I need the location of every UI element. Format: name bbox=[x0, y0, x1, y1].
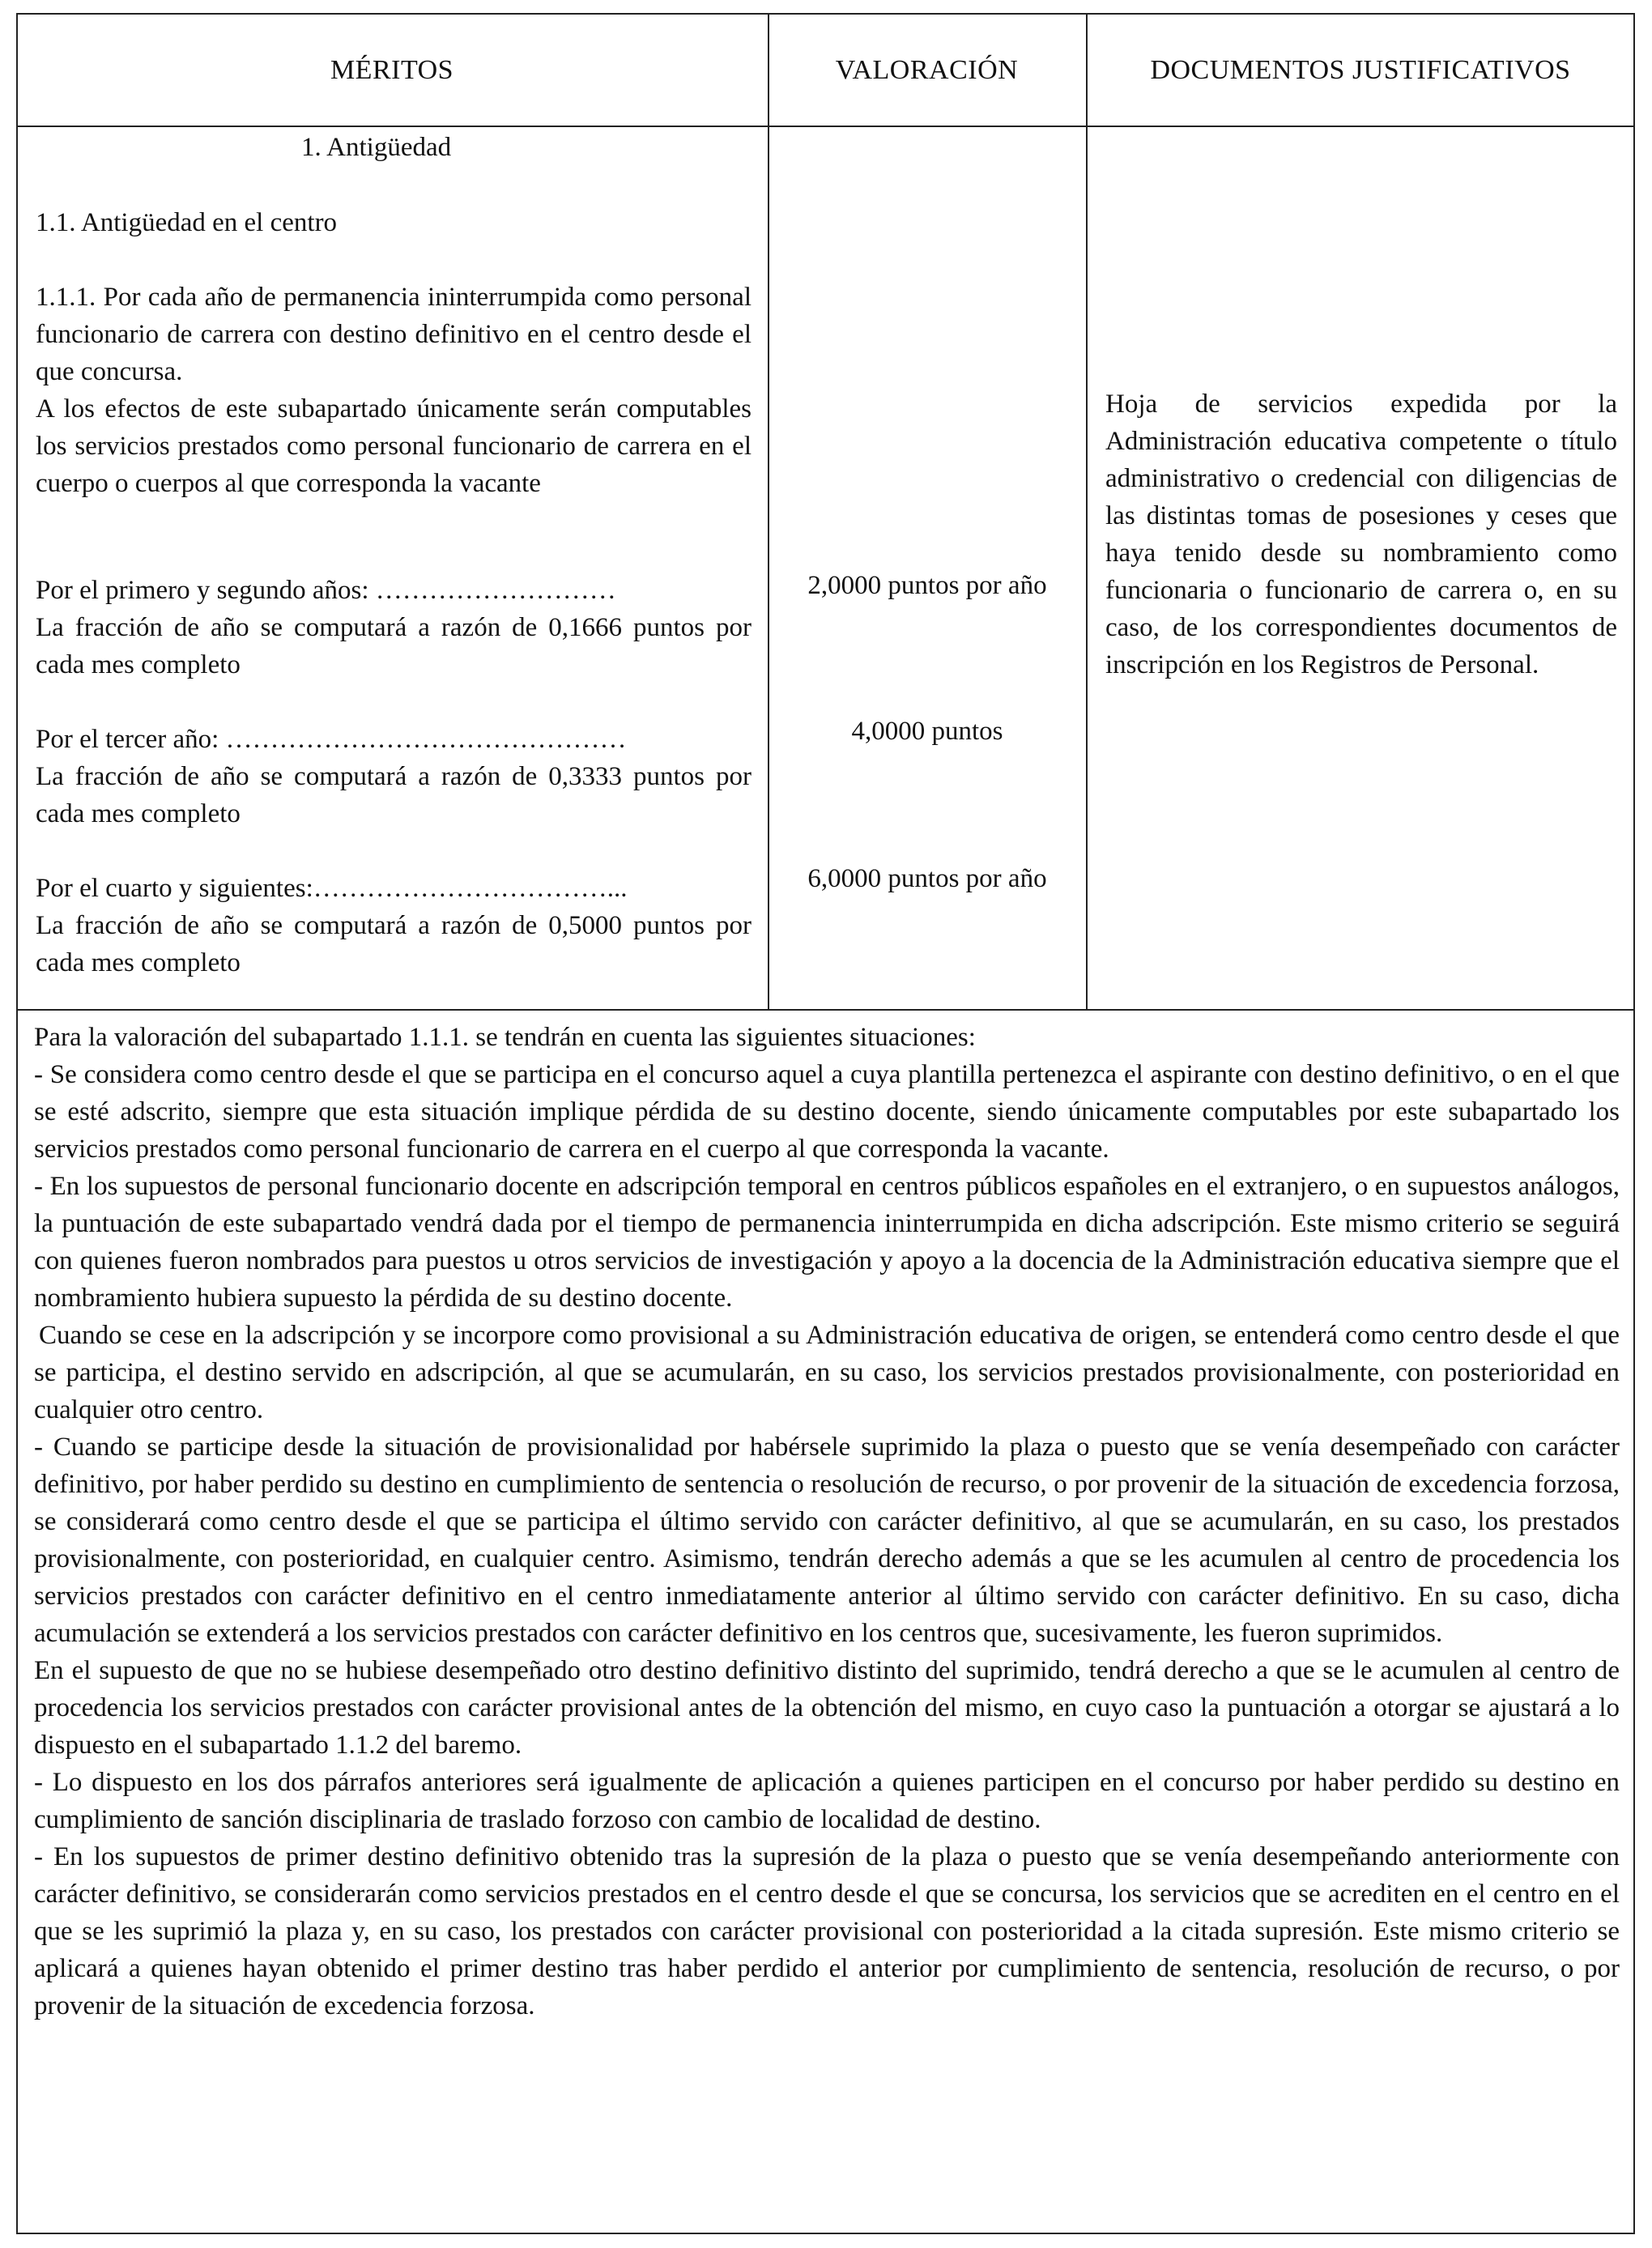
header-valoracion: VALORACIÓN bbox=[835, 55, 1019, 85]
item-1-1-1: 1.1.1. Por cada año de permanencia ininterrumpida como personal funcionario de carrera con destino definitivo en el centro desde el que concursa. bbox=[36, 283, 751, 386]
third-label: Por el tercer año: ……………………………………… bbox=[36, 725, 627, 754]
notes-intro: Para la valoración del subapartado 1.1.1. se tendrán en cuenta las siguientes situaciones: bbox=[34, 1023, 976, 1052]
notes-paragraph-1: - Se considera como centro desde el que se participa en el concurso aquel a cuya plantilla pertenezca el aspirante con destino definitivo, o en el que se esté adscrito, siempre que esta situación implique pérdida de su destino docente, siendo únicamente computables por este subapartado los servicios prestados como personal funcionario de carrera en el cuerpo al que corresponda la vacante. bbox=[34, 1060, 1620, 1164]
notes-divider bbox=[16, 1009, 1635, 1011]
notes-paragraph-2: - En los supuestos de personal funcionario docente en adscripción temporal en centros públicos españoles en el extranjero, o en supuestos análogos, la puntuación de este subapartado vendrá dada por el tiempo de permanencia ininterrumpida en dicha adscripción. Este mismo criterio se seguirá con quienes fueron nombrados para puestos u otros servicios de investigación y apoyo a la docencia de la Administración educativa siempre que el nombramiento hubiera supuesto la pérdida de su destino docente. bbox=[34, 1172, 1620, 1313]
valuation-fourth: 6,0000 puntos por año bbox=[807, 864, 1047, 893]
item-effects: A los efectos de este subapartado únicamente serán computables los servicios prestados como personal funcionario de carrera en el cuerpo o cuerpos al que corresponda la vacante bbox=[36, 394, 751, 498]
notes-paragraph-4: - Cuando se participe desde la situación de provisionalidad por habérsele suprimido la plaza o puesto que se venía desempeñado con carácter definitivo, por haber perdido su destino en cumplimiento de sentencia o resolución de recurso, o por provenir de la situación de excedencia forzosa, se considerará como centro desde el que se participa el último servido con carácter definitivo, al que se acumularán, en su caso, los prestados provisionalmente, con posterioridad, en cualquier centro. Asimismo, tendrán derecho además a que se les acumulen al centro de procedencia los servicios prestados con carácter definitivo en el centro inmediatamente anterior al último servido con carácter definitivo. En su caso, dicha acumulación se extenderá a los servicios prestados con carácter definitivo en los centros que, sucesivamente, les fueron suprimidos. bbox=[34, 1433, 1620, 1648]
section-title: 1. Antigüedad bbox=[301, 133, 452, 162]
column-divider-2 bbox=[1086, 13, 1088, 1010]
fourth-label: Por el cuarto y siguientes:……………………………... bbox=[36, 874, 628, 903]
notes-paragraph-5: En el supuesto de que no se hubiese desempeñado otro destino definitivo distinto del suprimido, tendrá derecho a que se le acumulen al centro de procedencia los servicios prestados con carácter provisional antes de la obtención del mismo, en cuyo caso la puntuación a otorgar se ajustará a lo dispuesto en el subapartado 1.1.2 del baremo. bbox=[34, 1656, 1620, 1760]
column-divider-1 bbox=[768, 13, 769, 1010]
subsection-title: 1.1. Antigüedad en el centro bbox=[36, 208, 338, 237]
notes-section bbox=[34, 1019, 1620, 2024]
notes-paragraph-6: - Lo dispuesto en los dos párrafos anteriores será igualmente de aplicación a quienes participen en el concurso por haber perdido su destino en cumplimiento de sanción disciplinaria de traslado forzoso con cambio de localidad de destino. bbox=[34, 1768, 1620, 1834]
valuation-first-second: 2,0000 puntos por año bbox=[807, 571, 1047, 600]
header-documentos: DOCUMENTOS JUSTIFICATIVOS bbox=[1150, 55, 1571, 85]
fourth-fraction: La fracción de año se computará a razón de 0,5000 puntos por cada mes completo bbox=[36, 911, 751, 977]
documents-text: Hoja de servicios expedida por la Administración educativa competente o título administrativo o credencial con diligencias de las distintas tomas de posesiones y ceses que haya tenido desde su nombramiento como funcionaria o funcionario de carrera o, en su caso, de los correspondientes documentos de inscripción en los Registros de Personal. bbox=[1105, 390, 1617, 679]
third-fraction: La fracción de año se computará a razón de 0,3333 puntos por cada mes completo bbox=[36, 762, 751, 828]
first-second-fraction: La fracción de año se computará a razón de 0,1666 puntos por cada mes completo bbox=[36, 613, 751, 679]
notes-paragraph-7: - En los supuestos de primer destino definitivo obtenido tras la supresión de la plaza o puesto que se venía desempeñando anteriormente con carácter definitivo, se considerarán como servicios prestados en el centro desde el que se concursa, los servicios que se acrediten en el centro en el que se les suprimió la plaza y, en su caso, los prestados con carácter provisional con posterioridad a la citada supresión. Este mismo criterio se aplicará a quienes hayan obtenido el primer destino tras haber perdido el anterior por cumplimiento de sentencia, resolución de recurso, o por provenir de la situación de excedencia forzosa. bbox=[34, 1842, 1620, 2020]
header-meritos: MÉRITOS bbox=[330, 55, 454, 85]
notes-paragraph-3: Cuando se cese en la adscripción y se incorpore como provisional a su Administración educativa de origen, se entenderá como centro desde el que se participa, el destino servido en adscripción, al que se acumularán, en su caso, los servicios prestados provisionalmente, con posterioridad en cualquier otro centro. bbox=[34, 1321, 1620, 1424]
first-second-label: Por el primero y segundo años: ……………………… bbox=[36, 576, 616, 605]
valuation-third: 4,0000 puntos bbox=[851, 717, 1003, 746]
